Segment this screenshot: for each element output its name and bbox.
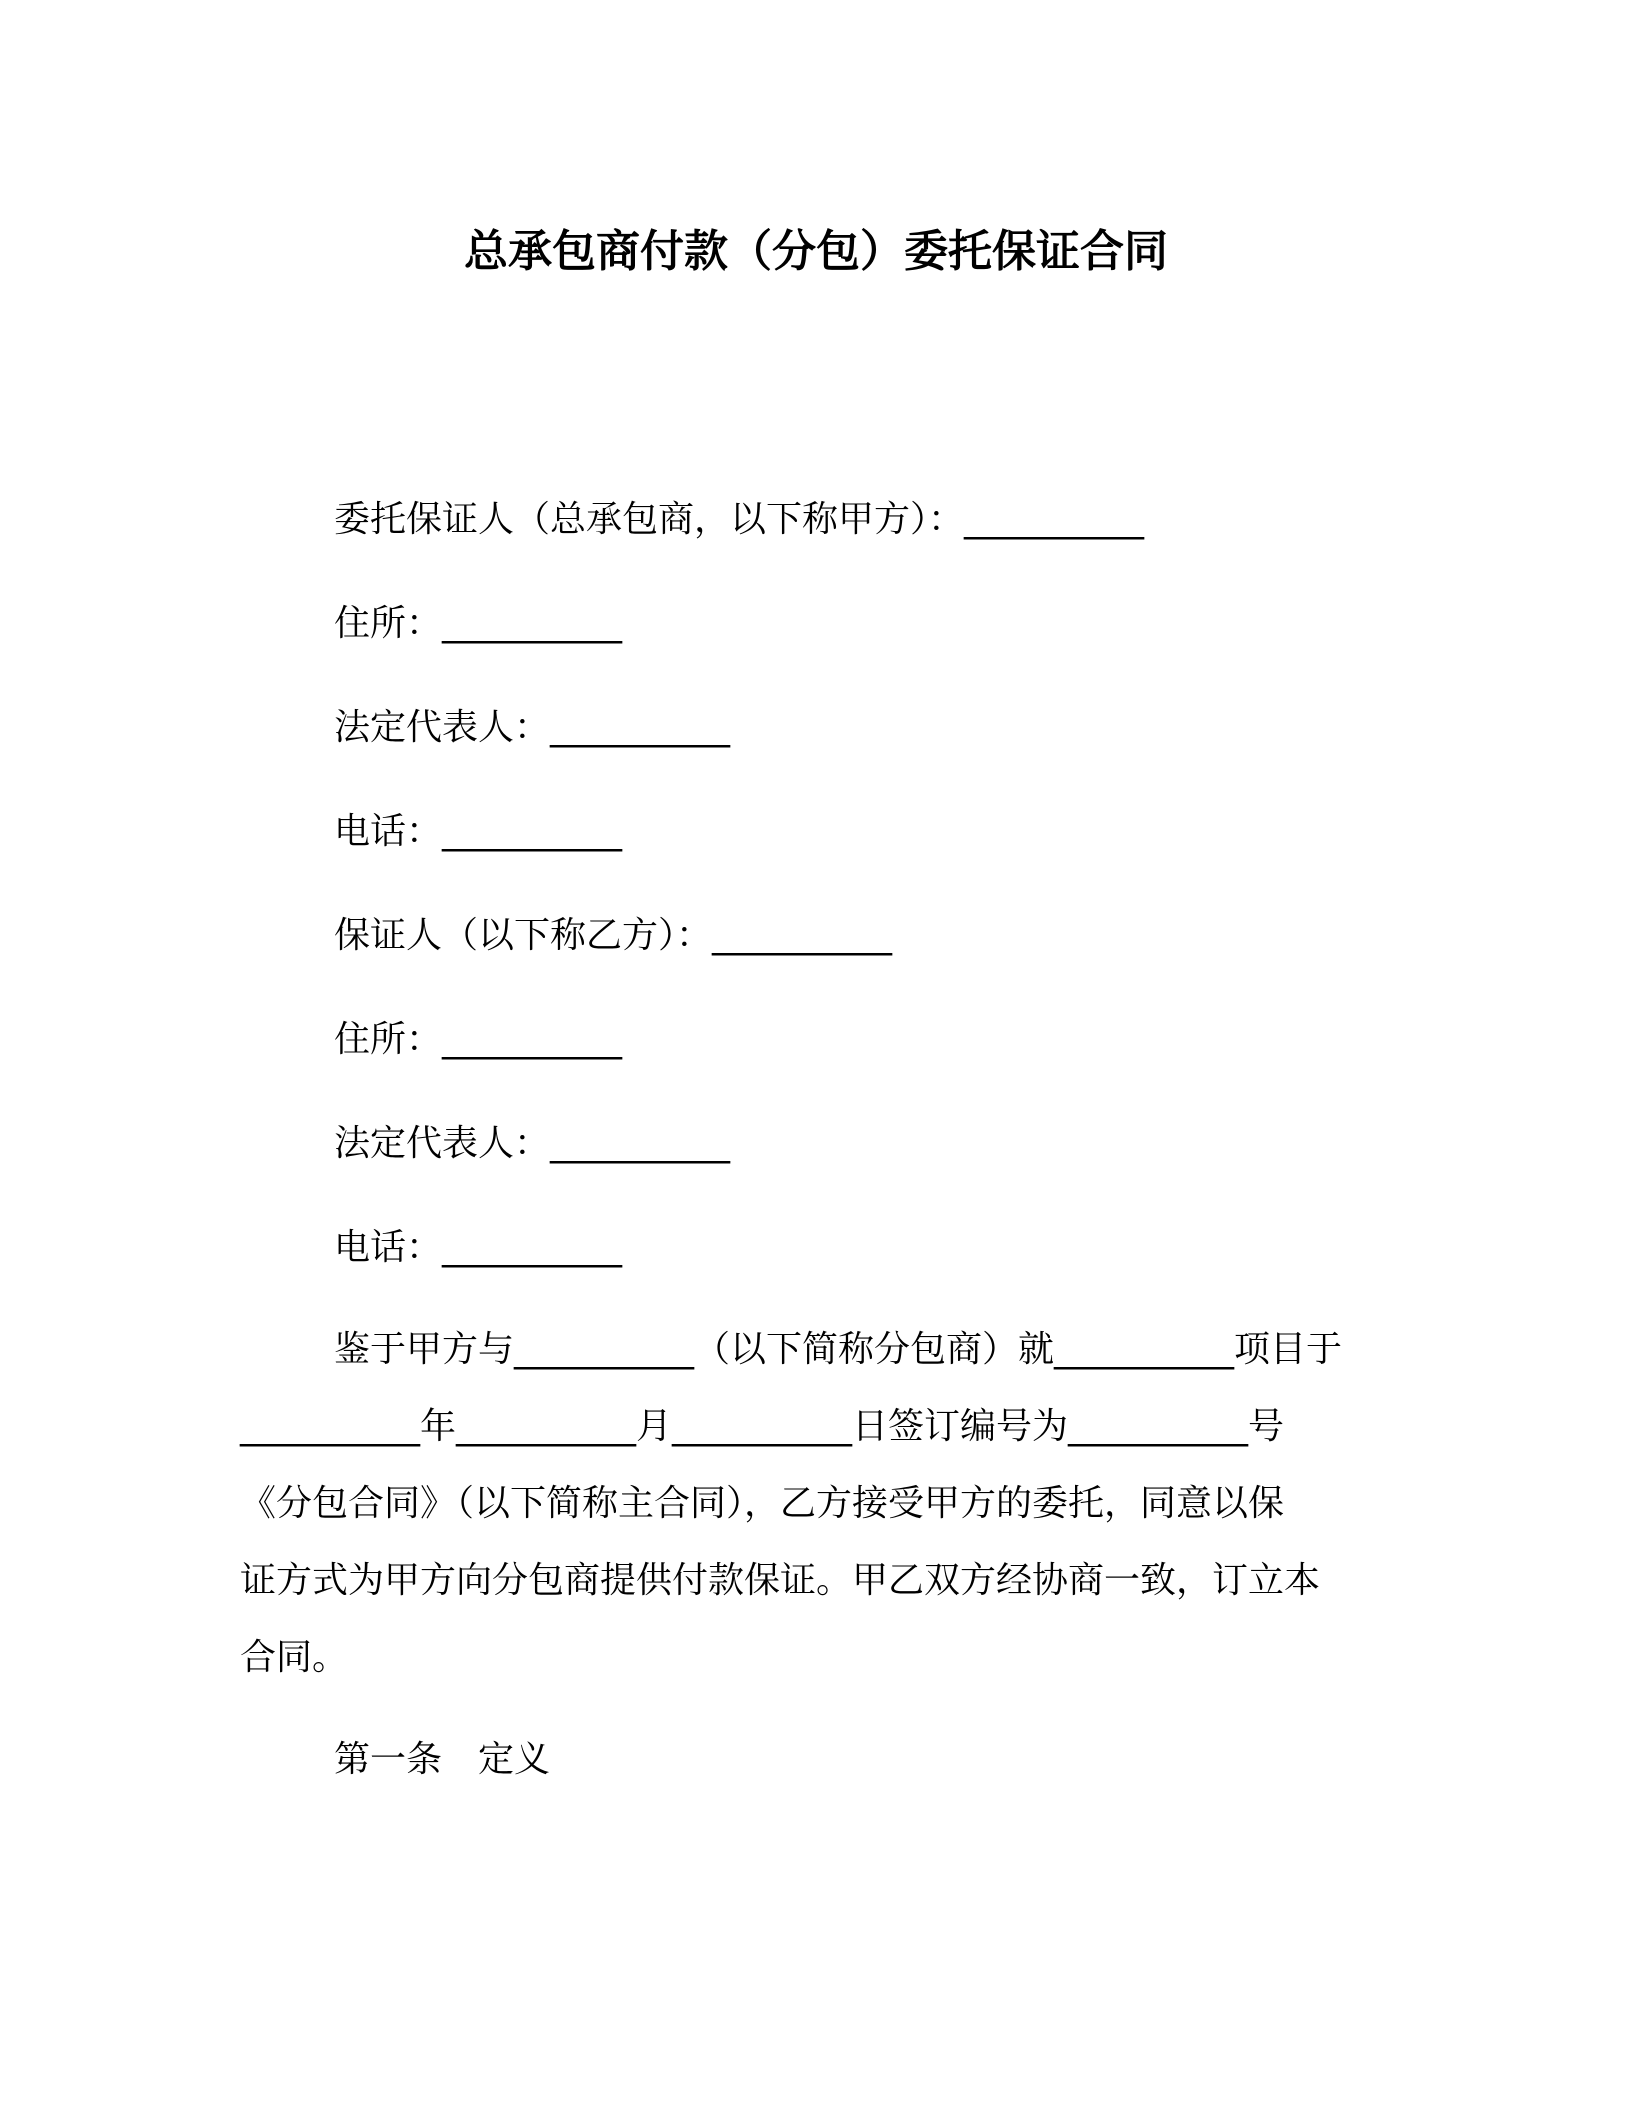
party-a-address: 住所：__________ xyxy=(334,603,623,644)
party-a-legal-rep: 法定代表人：__________ xyxy=(334,707,731,748)
preamble-line-5: 合同。 xyxy=(240,1637,349,1678)
party-b-label: 保证人（以下称乙方）：__________ xyxy=(334,915,893,956)
preamble-line-2: __________年__________月__________日签订编号为__________号 xyxy=(240,1406,1285,1447)
preamble-line-3: 《分包合同》（以下简称主合同），乙方接受甲方的委托，同意以保 xyxy=(240,1483,1285,1524)
party-b-address: 住所：__________ xyxy=(334,1019,623,1060)
party-b-legal-rep: 法定代表人：__________ xyxy=(334,1123,731,1164)
party-a-label: 委托保证人（总承包商，以下称甲方）：__________ xyxy=(334,499,1145,540)
party-b-phone: 电话：__________ xyxy=(334,1227,623,1268)
page-title: 总承包商付款（分包）委托保证合同 xyxy=(464,226,1168,277)
preamble-line-4: 证方式为甲方向分包商提供付款保证。甲乙双方经协商一致，订立本 xyxy=(240,1560,1321,1601)
party-a-phone: 电话：__________ xyxy=(334,811,623,852)
preamble-line-1: 鉴于甲方与__________（以下简称分包商）就__________项目于 xyxy=(334,1329,1343,1370)
article-1-heading: 第一条 定义 xyxy=(334,1739,551,1780)
